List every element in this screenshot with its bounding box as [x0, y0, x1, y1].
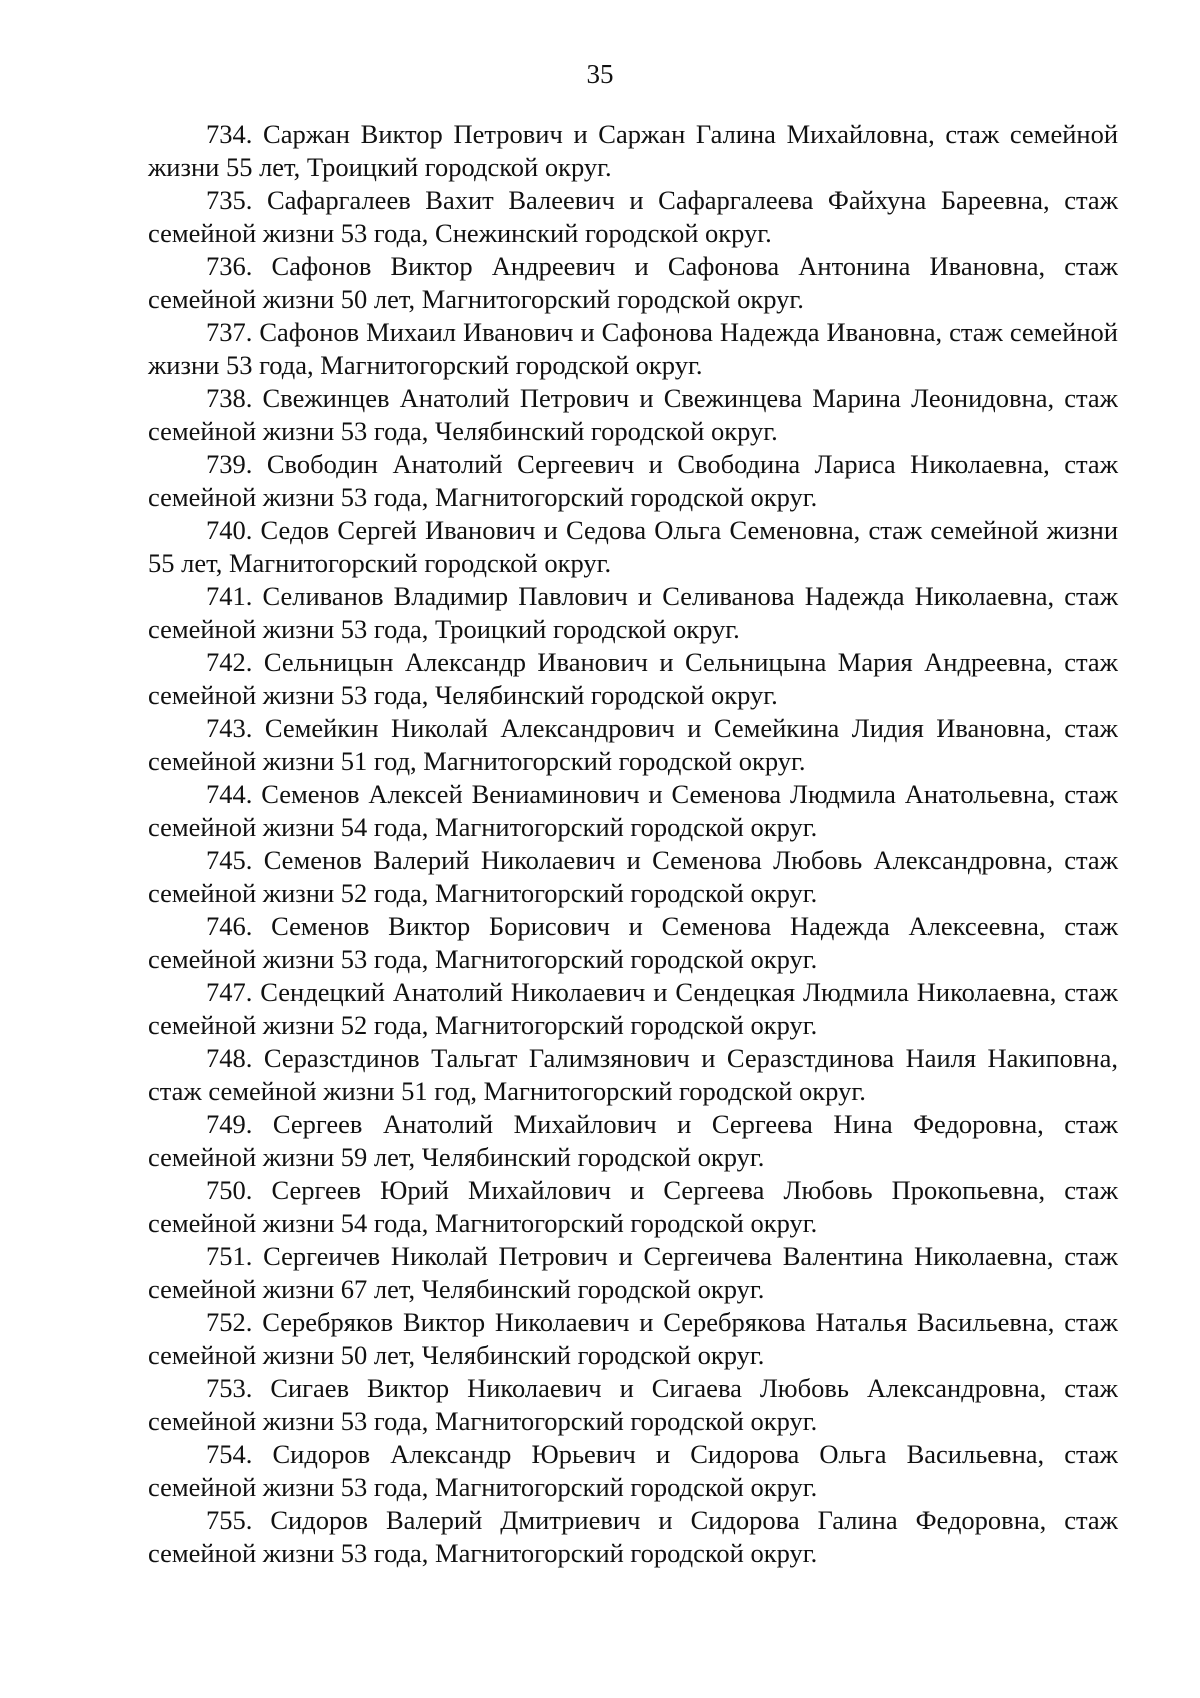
list-item: 751. Сергеичев Николай Петрович и Сергеичева Валентина Николаевна, стаж семейной жизни 67 лет, Челябинский городской округ.: [148, 1241, 1118, 1304]
list-item: 746. Семенов Виктор Борисович и Семенова Надежда Алексеевна, стаж семейной жизни 53 года, Магнитогорский городской округ.: [148, 911, 1118, 974]
list-item: 755. Сидоров Валерий Дмитриевич и Сидорова Галина Федоровна, стаж семейной жизни 53 года, Магнитогорский городской округ.: [148, 1505, 1118, 1568]
list-item: 753. Сигаев Виктор Николаевич и Сигаева Любовь Александровна, стаж семейной жизни 53 года, Магнитогорский городской округ.: [148, 1373, 1118, 1436]
list-item: 747. Сендецкий Анатолий Николаевич и Сендецкая Людмила Николаевна, стаж семейной жизни 52 года, Магнитогорский городской округ.: [148, 977, 1118, 1040]
list-item: 740. Седов Сергей Иванович и Седова Ольга Семеновна, стаж семейной жизни 55 лет, Магнитогорский городской округ.: [148, 515, 1118, 578]
list-item: 737. Сафонов Михаил Иванович и Сафонова Надежда Ивановна, стаж семейной жизни 53 года, Магнитогорский городской округ.: [148, 317, 1118, 380]
list-item: 750. Сергеев Юрий Михайлович и Сергеева Любовь Прокопьевна, стаж семейной жизни 54 года, Магнитогорский городской округ.: [148, 1175, 1118, 1238]
list-item: 752. Серебряков Виктор Николаевич и Серебрякова Наталья Васильевна, стаж семейной жизни 50 лет, Челябинский городской округ.: [148, 1307, 1118, 1370]
list-item: 744. Семенов Алексей Вениаминович и Семенова Людмила Анатольевна, стаж семейной жизни 54 года, Магнитогорский городской округ.: [148, 779, 1118, 842]
list-item: 743. Семейкин Николай Александрович и Семейкина Лидия Ивановна, стаж семейной жизни 51 год, Магнитогорский городской округ.: [148, 713, 1118, 776]
list-item: 754. Сидоров Александр Юрьевич и Сидорова Ольга Васильевна, стаж семейной жизни 53 года, Магнитогорский городской округ.: [148, 1439, 1118, 1502]
list-item: 738. Свежинцев Анатолий Петрович и Свежинцева Марина Леонидовна, стаж семейной жизни 53 года, Челябинский городской округ.: [148, 383, 1118, 446]
list-item: 741. Селиванов Владимир Павлович и Селиванова Надежда Николаевна, стаж семейной жизни 53 года, Троицкий городской округ.: [148, 581, 1118, 644]
list-item: 736. Сафонов Виктор Андреевич и Сафонова Антонина Ивановна, стаж семейной жизни 50 лет, Магнитогорский городской округ.: [148, 251, 1118, 314]
list-item: 735. Сафаргалеев Вахит Валеевич и Сафаргалеева Файхуна Бареевна, стаж семейной жизни 53 года, Снежинский городской округ.: [148, 185, 1118, 248]
list-item: 749. Сергеев Анатолий Михайлович и Сергеева Нина Федоровна, стаж семейной жизни 59 лет, Челябинский городской округ.: [148, 1109, 1118, 1172]
list-item: 739. Свободин Анатолий Сергеевич и Свободина Лариса Николаевна, стаж семейной жизни 53 года, Магнитогорский городской округ.: [148, 449, 1118, 512]
list-item: 734. Саржан Виктор Петрович и Саржан Галина Михайловна, стаж семейной жизни 55 лет, Троицкий городской округ.: [148, 119, 1118, 182]
entry-list: [148, 118, 1118, 1570]
list-item: 745. Семенов Валерий Николаевич и Семенова Любовь Александровна, стаж семейной жизни 52 года, Магнитогорский городской округ.: [148, 845, 1118, 908]
list-item: 742. Сельницын Александр Иванович и Сельницына Мария Андреевна, стаж семейной жизни 53 года, Челябинский городской округ.: [148, 647, 1118, 710]
list-item: 748. Серазстдинов Тальгат Галимзянович и Серазстдинова Наиля Накиповна, стаж семейной жизни 51 год, Магнитогорский городской округ.: [148, 1043, 1118, 1106]
page-number: 35: [586, 59, 614, 89]
